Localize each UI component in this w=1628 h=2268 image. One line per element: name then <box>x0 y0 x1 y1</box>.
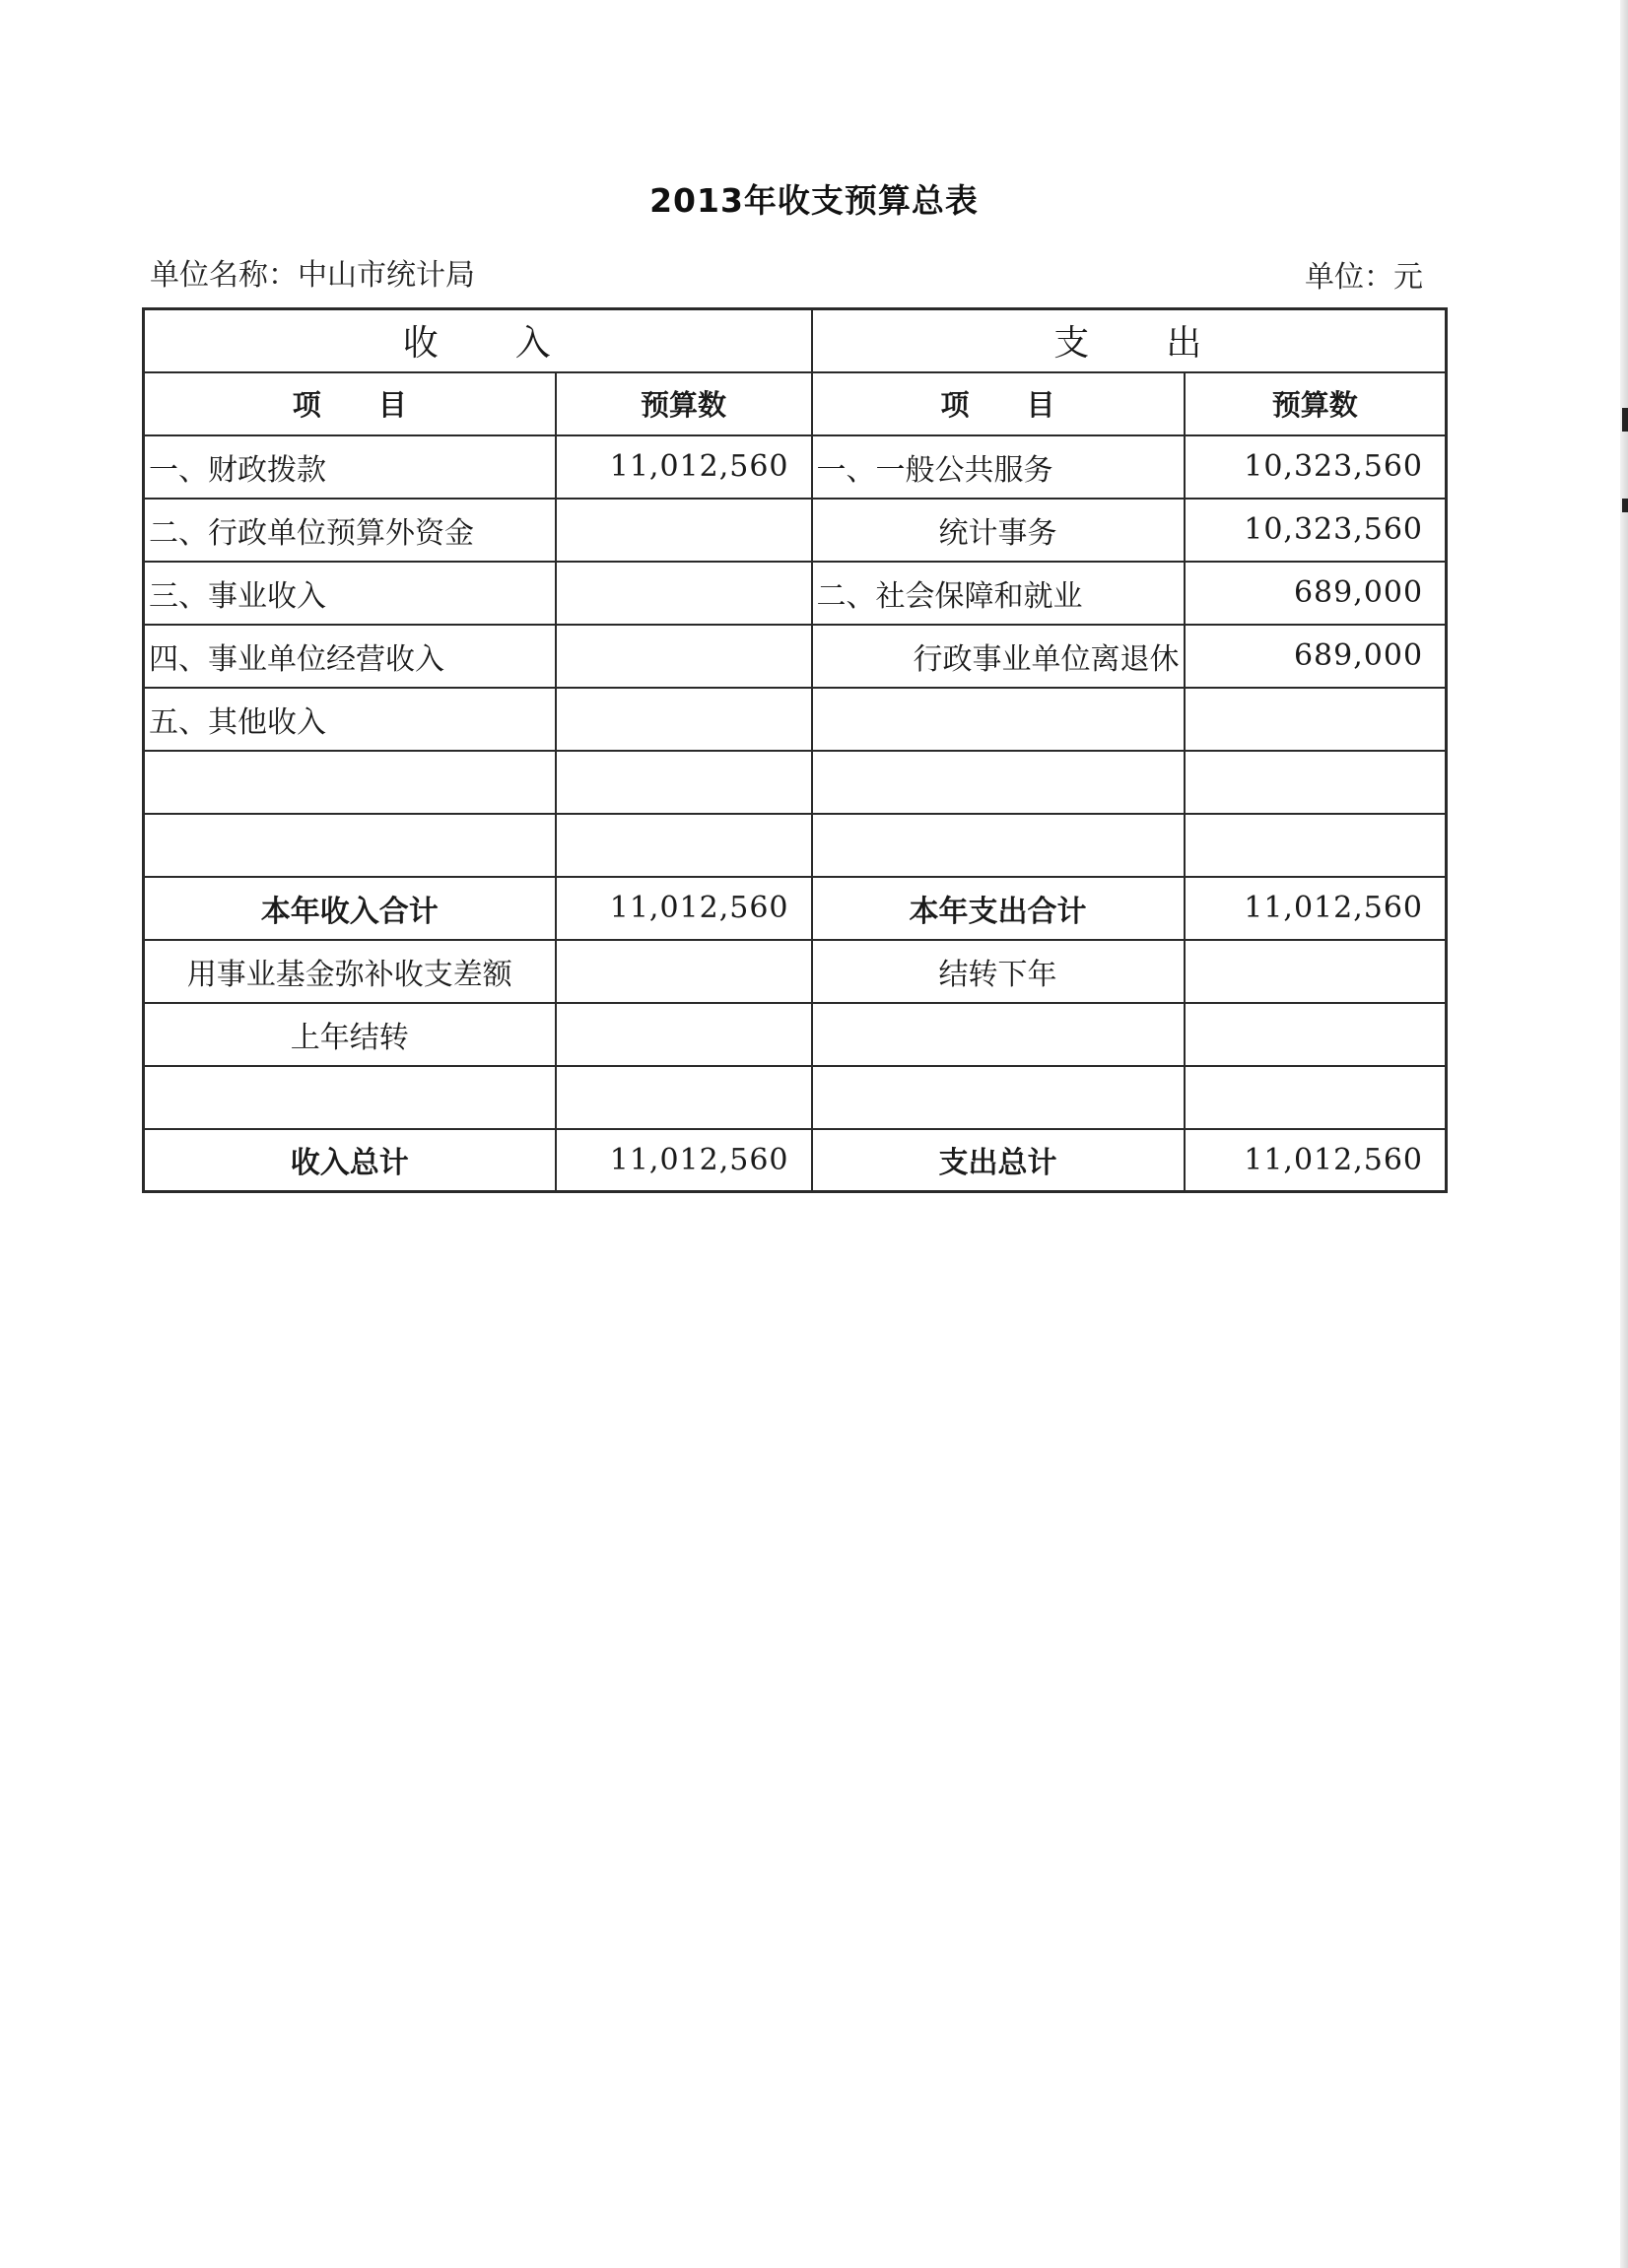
year-expense-total-label: 本年支出合计 <box>812 877 1185 940</box>
expense-value <box>1185 751 1447 814</box>
expense-item <box>812 751 1185 814</box>
income-grand-total-label: 收入总计 <box>144 1129 556 1192</box>
expense-value <box>1185 814 1447 877</box>
year-expense-total-value: 11,012,560 <box>1185 877 1447 940</box>
expense-grand-total-label: 支出总计 <box>812 1129 1185 1192</box>
expense-value <box>1185 688 1447 751</box>
expense-item: 二、社会保障和就业 <box>812 562 1185 625</box>
page-edge <box>1620 0 1628 2268</box>
expense-grand-total-value: 11,012,560 <box>1185 1129 1447 1192</box>
currency-unit: 单位：元 <box>1305 260 1423 295</box>
income-budget-column-header: 预算数 <box>556 372 812 435</box>
empty-cell <box>1185 1003 1447 1066</box>
income-value <box>556 751 812 814</box>
table-row <box>144 562 1447 625</box>
unit-name: 单位名称：中山市统计局 <box>150 258 475 293</box>
expense-section-header: 支 出 <box>812 309 1447 372</box>
expense-value: 689,000 <box>1185 562 1447 625</box>
table-row <box>144 751 1447 814</box>
income-item: 一、财政拨款 <box>144 435 556 499</box>
year-total-row <box>144 877 1447 940</box>
empty-cell <box>556 1003 812 1066</box>
income-value <box>556 688 812 751</box>
income-section-header: 收 入 <box>144 309 812 372</box>
income-item: 三、事业收入 <box>144 562 556 625</box>
expense-item: 行政事业单位离退休 <box>812 625 1185 688</box>
empty-cell <box>556 940 812 1003</box>
table-row <box>144 435 1447 499</box>
expense-item <box>812 688 1185 751</box>
table-row <box>144 625 1447 688</box>
income-item: 四、事业单位经营收入 <box>144 625 556 688</box>
expense-value: 689,000 <box>1185 625 1447 688</box>
column-header-row <box>144 372 1447 435</box>
income-value: 11,012,560 <box>556 435 812 499</box>
scan-edge-mark <box>1622 408 1628 432</box>
expense-item: 一、一般公共服务 <box>812 435 1185 499</box>
table-row <box>144 688 1447 751</box>
expense-item: 统计事务 <box>812 499 1185 562</box>
table-row <box>144 940 1447 1003</box>
year-income-total-value: 11,012,560 <box>556 877 812 940</box>
income-item <box>144 814 556 877</box>
income-value <box>556 499 812 562</box>
table-row <box>144 499 1447 562</box>
carry-over-prev-label: 上年结转 <box>144 1003 556 1066</box>
expense-item <box>812 814 1185 877</box>
income-grand-total-value: 11,012,560 <box>556 1129 812 1192</box>
empty-cell <box>1185 1066 1447 1129</box>
fund-supplement-label: 用事业基金弥补收支差额 <box>144 940 556 1003</box>
income-item-column-header: 项 目 <box>144 372 556 435</box>
expense-value: 10,323,560 <box>1185 435 1447 499</box>
empty-cell <box>812 1003 1185 1066</box>
empty-cell <box>556 1066 812 1129</box>
section-header-row <box>144 309 1447 372</box>
table-row <box>144 814 1447 877</box>
scan-edge-mark <box>1622 499 1628 512</box>
table-row <box>144 1003 1447 1066</box>
empty-cell <box>144 1066 556 1129</box>
grand-total-row <box>144 1129 1447 1192</box>
empty-cell <box>1185 940 1447 1003</box>
income-value <box>556 625 812 688</box>
income-item: 五、其他收入 <box>144 688 556 751</box>
income-item: 二、行政单位预算外资金 <box>144 499 556 562</box>
income-value <box>556 814 812 877</box>
expense-budget-column-header: 预算数 <box>1185 372 1447 435</box>
expense-item-column-header: 项 目 <box>812 372 1185 435</box>
income-item <box>144 751 556 814</box>
table-row <box>144 1066 1447 1129</box>
budget-table <box>142 307 1448 1193</box>
document-title: 2013年收支预算总表 <box>649 181 979 220</box>
year-income-total-label: 本年收入合计 <box>144 877 556 940</box>
empty-cell <box>812 1066 1185 1129</box>
carry-forward-next-label: 结转下年 <box>812 940 1185 1003</box>
expense-value: 10,323,560 <box>1185 499 1447 562</box>
income-value <box>556 562 812 625</box>
